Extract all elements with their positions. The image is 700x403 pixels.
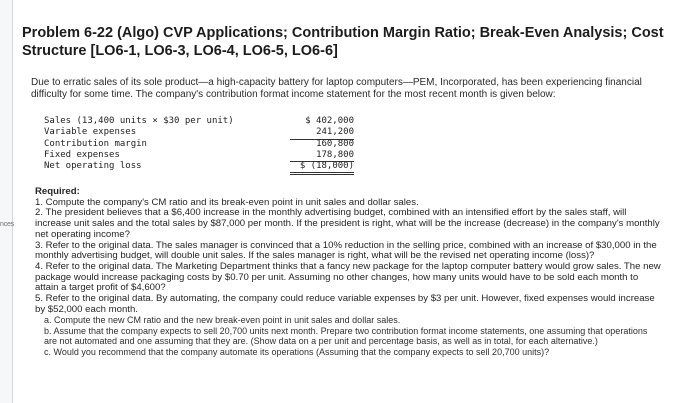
- requirement-5a: a. Compute the new CM ratio and the new break-even point in unit sales and dollar sales.: [44, 315, 401, 326]
- statement-value: 160,800: [316, 138, 354, 149]
- statement-label: Fixed expenses: [44, 149, 120, 160]
- statement-label: Net operating loss: [44, 161, 142, 172]
- problem-intro: Due to erratic sales of its sole product—a high-capacity battery for laptop computers—PEM, Incorporated, has been experiencing financial difficulty for some time. The company's contribution format income statement for the most recent month is given below:: [31, 77, 642, 100]
- income-statement: [44, 116, 374, 172]
- statement-value: $ (18,000): [290, 161, 354, 175]
- statement-value: 178,800: [290, 150, 354, 162]
- statement-value: $ 402,000: [305, 116, 354, 126]
- statement-label: Contribution margin: [44, 138, 147, 149]
- problem-title: Problem 6-22 (Algo) CVP Applications; Contribution Margin Ratio; Break-Even Analysis; Cost Structure [LO6-1, LO6-3, LO6-4, LO6-5, LO6-6]: [22, 25, 664, 59]
- requirement-4: 4. Refer to the original data. The Marketing Department thinks that a fancy new package for the laptop computer battery would grow sales. The new package would increase packaging costs by $0.70 per unit. Assuming no other changes, how many units would have to be sold each month to attain a target profit of $4,600?: [35, 260, 661, 294]
- sidebar-label-fragment: nces: [0, 221, 14, 228]
- left-sidebar-edge: [0, 0, 13, 403]
- statement-row-variable-expenses: [44, 127, 374, 138]
- statement-value: 241,200: [290, 127, 354, 139]
- requirement-5b: b. Assume that the company expects to sell 20,700 units next month. Prepare two contribution format income statements, one assuming that operations are not automated and one assuming that they are. (Show data on a per unit and percentage basis, as well as in total, for each alternative.): [44, 325, 648, 347]
- statement-row-net-operating-loss: [44, 161, 374, 172]
- statement-row-fixed-expenses: [44, 150, 374, 161]
- statement-label: Variable expenses: [44, 127, 137, 138]
- requirement-3: 3. Refer to the original data. The sales manager is convinced that a 10% reduction in the selling price, combined with an increase of $30,000 in the monthly advertising budget, will double unit sales. If the sales manager is right, what will be the revised net operating income (loss)?: [35, 239, 657, 262]
- required-section: [35, 187, 661, 357]
- statement-row-contribution-margin: [44, 139, 374, 150]
- required-heading: Required:: [35, 186, 80, 197]
- requirement-1: 1. Compute the company's CM ratio and its break-even point in unit sales and dollar sales.: [35, 196, 419, 208]
- requirement-5: 5. Refer to the original data. By automating, the company could reduce variable expenses by $3 per unit. However, fixed expenses would increase by $52,000 each month.: [35, 293, 655, 315]
- statement-row-sales: [44, 116, 374, 127]
- statement-label: Sales (13,400 units × $30 per unit): [44, 116, 234, 126]
- requirement-2: 2. The president believes that a $6,400 increase in the monthly advertising budget, combined with an intensified effort by the sales staff, will increase unit sales and the total sales by $87,000 per month. If the president is right, what will be the increase (decrease) in the company's monthly net operating income?: [35, 207, 660, 240]
- requirement-5c: c. Would you recommend that the company automate its operations (Assuming that the company expects to sell 20,700 units)?: [44, 346, 550, 357]
